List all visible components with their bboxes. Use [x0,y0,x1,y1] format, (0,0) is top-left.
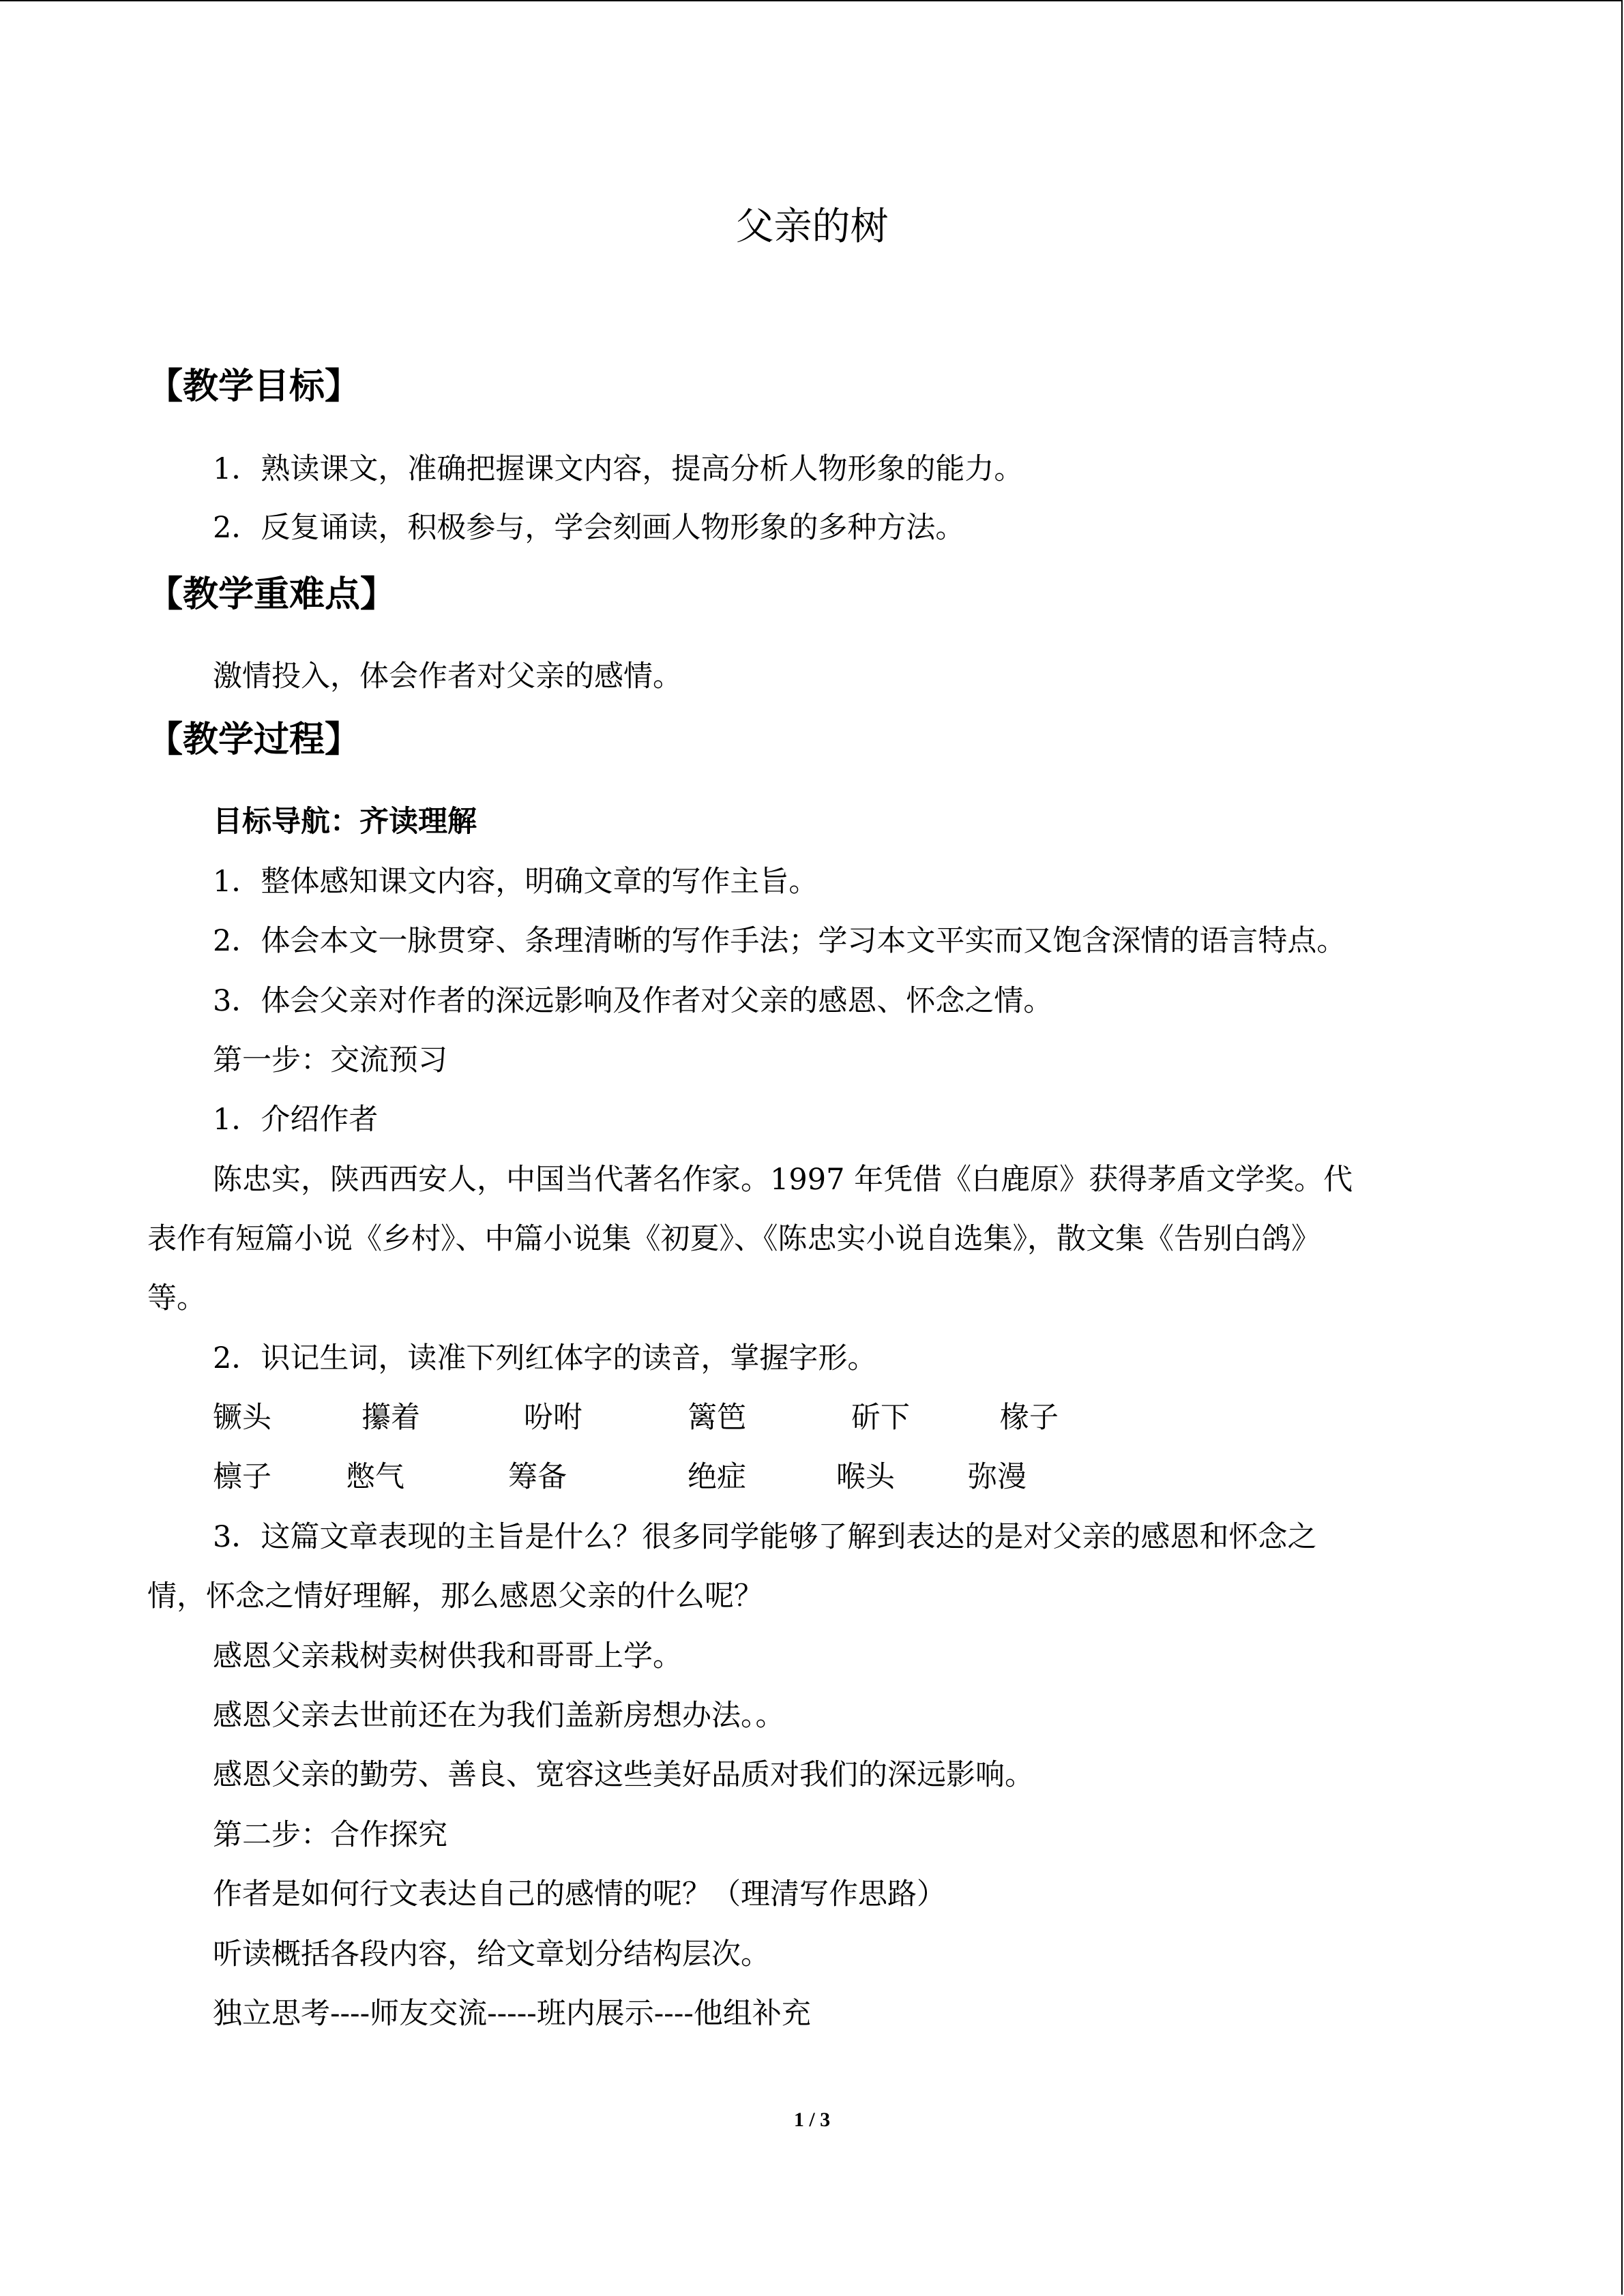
gratitude-item: 感恩父亲栽树卖树供我和哥哥上学。 [213,1639,682,1673]
process-subheading: 目标导航：齐读理解 [213,805,477,839]
explore-item: 听读概括各段内容，给文章划分结构层次。 [213,1937,770,1971]
author-line: 陈忠实，陕西西安人，中国当代著名作家。1997 年凭借《白鹿原》获得茅盾文学奖。代 [213,1163,1353,1197]
target-item: 1．整体感知课文内容，明确文章的写作主旨。 [213,865,818,899]
explore-item: 独立思考----师友交流-----班内展示----他组补充 [213,1997,811,2031]
intro-author-label: 1．介绍作者 [213,1103,379,1137]
target-item: 3．体会父亲对作者的深远影响及作者对父亲的感恩、怀念之情。 [213,984,1053,1018]
vocab-word: 喉头 [836,1460,895,1494]
heading-process: 【教学过程】 [147,719,361,760]
theme-question-line: 情，怀念之情好理解，那么感恩父亲的什么呢？ [147,1579,763,1613]
vocab-word: 镢头 [213,1401,271,1435]
author-line: 等。 [147,1281,206,1315]
target-item: 2．体会本文一脉贯穿、条理清晰的写作手法；学习本文平实而又饱含深情的语言特点。 [213,924,1346,958]
gratitude-item: 感恩父亲的勤劳、善良、宽容这些美好品质对我们的深远影响。 [213,1758,1034,1792]
step-two-label: 第二步：合作探究 [213,1818,447,1852]
goal-item: 2．反复诵读，积极参与，学会刻画人物形象的多种方法。 [213,511,965,545]
vocab-word: 弥漫 [968,1460,1027,1494]
step-one-label: 第一步：交流预习 [213,1043,447,1077]
theme-question-line: 3．这篇文章表现的主旨是什么？很多同学能够了解到表达的是对父亲的感恩和怀念之 [213,1520,1317,1554]
heading-key-points: 【教学重难点】 [147,574,396,615]
key-points-text: 激情投入，体会作者对父亲的感情。 [213,659,682,694]
vocab-word: 筹备 [508,1460,567,1494]
gratitude-item: 感恩父亲去世前还在为我们盖新房想办法。。 [213,1699,785,1733]
page-number: 1 / 3 [793,2108,831,2131]
vocab-word: 吩咐 [524,1401,582,1435]
vocab-word: 攥着 [361,1401,420,1435]
explore-item: 作者是如何行文表达自己的感情的呢？（理清写作思路） [213,1877,946,1911]
vocab-word: 椽子 [1000,1401,1059,1435]
heading-goals: 【教学目标】 [147,366,361,407]
vocab-word: 憋气 [346,1460,404,1494]
author-line: 表作有短篇小说《乡村》、中篇小说集《初夏》、《陈忠实小说自选集》，散文集《告别白鸽》 [147,1222,1320,1256]
vocab-word: 斫下 [851,1401,910,1435]
goal-item: 1．熟读课文，准确把握课文内容，提高分析人物形象的能力。 [213,452,1024,486]
vocab-label: 2．识记生词，读准下列红体字的读音，掌握字形。 [213,1341,877,1375]
vocab-word: 檩子 [213,1460,271,1494]
vocab-word: 绝症 [688,1460,746,1494]
document-title: 父亲的树 [735,205,889,249]
vocab-word: 篱笆 [688,1401,746,1435]
